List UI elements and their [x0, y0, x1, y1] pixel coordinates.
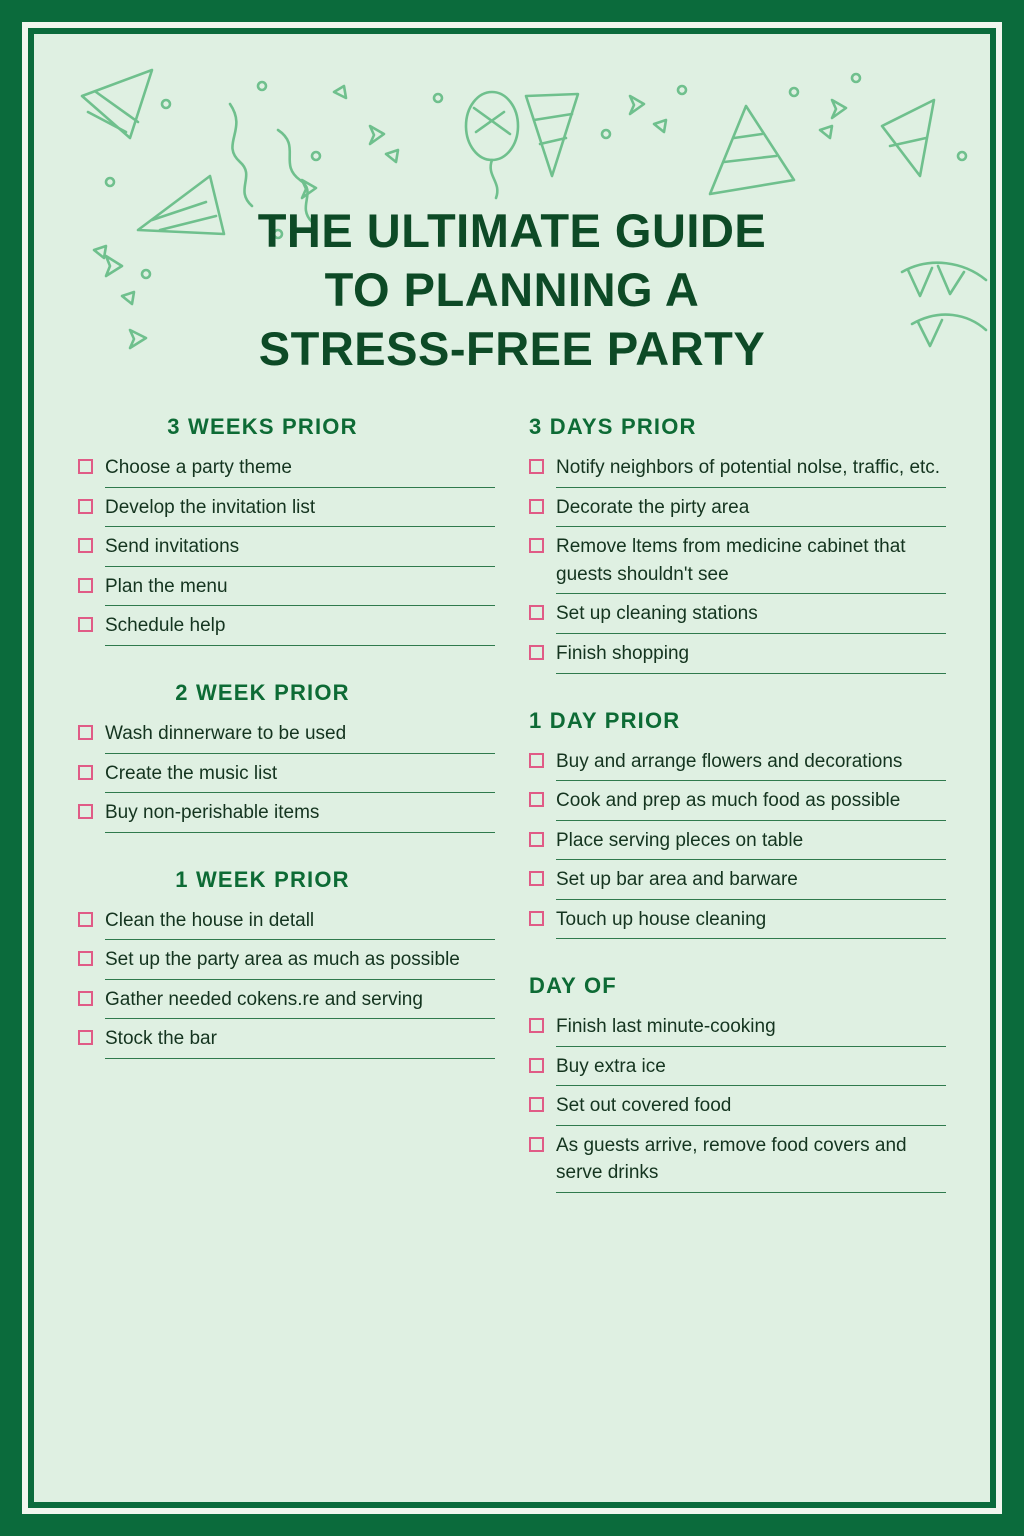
checkbox[interactable]	[529, 1137, 544, 1152]
section-day-of	[529, 973, 946, 1193]
checkbox[interactable]	[78, 459, 93, 474]
list-item-label: Set up cleaning stations	[556, 598, 946, 634]
list-item-label: Set up the party area as much as possible	[105, 944, 495, 980]
checkbox[interactable]	[529, 459, 544, 474]
list-item[interactable]	[529, 638, 946, 674]
checkbox[interactable]	[78, 538, 93, 553]
list-item[interactable]	[529, 492, 946, 528]
checklist-column-right	[529, 414, 946, 1227]
list-item[interactable]	[78, 1023, 495, 1059]
checkbox[interactable]	[529, 499, 544, 514]
checkbox[interactable]	[529, 871, 544, 886]
checkbox[interactable]	[78, 617, 93, 632]
checkbox[interactable]	[78, 991, 93, 1006]
page-title	[34, 34, 990, 378]
list-item-label: Develop the invitation list	[105, 492, 495, 528]
checkbox[interactable]	[529, 1018, 544, 1033]
list-item[interactable]	[78, 944, 495, 980]
list-item-label: Notify neighbors of potential nolse, traffic, etc.	[556, 452, 946, 488]
checkbox[interactable]	[529, 645, 544, 660]
list-item[interactable]	[529, 1051, 946, 1087]
list-item-label: Clean the house in detall	[105, 905, 495, 941]
section-3-days-prior	[529, 414, 946, 673]
list-item[interactable]	[78, 758, 495, 794]
list-item[interactable]	[529, 1011, 946, 1047]
list-item-label: As guests arrive, remove food covers and serve drinks	[556, 1130, 946, 1193]
title-line-1: THE ULTIMATE GUIDE	[257, 204, 767, 257]
checklist-columns	[34, 378, 990, 1227]
list-item[interactable]	[78, 610, 495, 646]
list-item-label: Create the music list	[105, 758, 495, 794]
list-item[interactable]	[78, 905, 495, 941]
list-item[interactable]	[78, 531, 495, 567]
list-item[interactable]	[78, 452, 495, 488]
title-line-3: STRESS-FREE PARTY	[258, 321, 766, 375]
list-item-label: Choose a party theme	[105, 452, 495, 488]
checkbox[interactable]	[78, 1030, 93, 1045]
checkbox[interactable]	[78, 578, 93, 593]
list-item-label: Wash dinnerware to be used	[105, 718, 495, 754]
list-item-label: Touch up house cleaning	[556, 904, 946, 940]
list-item[interactable]	[529, 825, 946, 861]
list-item-label: Buy extra ice	[556, 1051, 946, 1087]
checkbox[interactable]	[529, 605, 544, 620]
checkbox[interactable]	[529, 1097, 544, 1112]
checkbox[interactable]	[78, 804, 93, 819]
checkbox[interactable]	[78, 912, 93, 927]
section-3-weeks-prior	[78, 414, 495, 646]
checkbox[interactable]	[78, 499, 93, 514]
checkbox[interactable]	[529, 538, 544, 553]
list-item-label: Send invitations	[105, 531, 495, 567]
section-heading: 3 DAYS PRIOR	[529, 414, 697, 440]
checkbox[interactable]	[529, 753, 544, 768]
list-item-label: Stock the bar	[105, 1023, 495, 1059]
checkbox[interactable]	[529, 1058, 544, 1073]
section-1-day-prior	[529, 708, 946, 940]
list-item[interactable]	[78, 571, 495, 607]
checkbox[interactable]	[529, 792, 544, 807]
list-item[interactable]	[529, 864, 946, 900]
list-item-label: Buy and arrange flowers and decorations	[556, 746, 946, 782]
list-item-label: Place serving pleces on table	[556, 825, 946, 861]
section-heading: 3 WEEKS PRIOR	[167, 414, 358, 440]
list-item[interactable]	[529, 531, 946, 594]
list-item-label: Decorate the pirty area	[556, 492, 946, 528]
list-item-label: Gather needed cokens.re and serving	[105, 984, 495, 1020]
list-item[interactable]	[529, 452, 946, 488]
list-item-label: Buy non-perishable items	[105, 797, 495, 833]
checkbox[interactable]	[78, 951, 93, 966]
list-item[interactable]	[529, 785, 946, 821]
checkbox[interactable]	[529, 911, 544, 926]
checklist-column-left	[78, 414, 495, 1227]
list-item-label: Set up bar area and barware	[556, 864, 946, 900]
section-heading: 2 WEEK PRIOR	[175, 679, 350, 705]
list-item[interactable]	[529, 904, 946, 940]
list-item[interactable]	[78, 797, 495, 833]
title-line-2: TO PLANNING A	[324, 262, 700, 316]
list-item-label: Schedule help	[105, 610, 495, 646]
section-heading: 1 DAY PRIOR	[529, 707, 681, 733]
list-item[interactable]	[529, 746, 946, 782]
section-heading: DAY OF	[529, 973, 617, 999]
section-1-week-prior	[78, 867, 495, 1059]
list-item[interactable]	[78, 984, 495, 1020]
list-item[interactable]	[529, 1090, 946, 1126]
poster-card	[34, 34, 990, 1502]
checkbox[interactable]	[78, 765, 93, 780]
list-item-label: Plan the menu	[105, 571, 495, 607]
list-item-label: Finish last minute-cooking	[556, 1011, 946, 1047]
section-2-week-prior	[78, 680, 495, 833]
checkbox[interactable]	[78, 725, 93, 740]
list-item[interactable]	[529, 598, 946, 634]
list-item[interactable]	[78, 492, 495, 528]
checkbox[interactable]	[529, 832, 544, 847]
list-item-label: Remove ltems from medicine cabinet that guests shouldn't see	[556, 531, 946, 594]
list-item[interactable]	[78, 718, 495, 754]
list-item[interactable]	[529, 1130, 946, 1193]
section-heading: 1 WEEK PRIOR	[175, 866, 350, 892]
list-item-label: Finish shopping	[556, 638, 946, 674]
list-item-label: Set out covered food	[556, 1090, 946, 1126]
list-item-label: Cook and prep as much food as possible	[556, 785, 946, 821]
